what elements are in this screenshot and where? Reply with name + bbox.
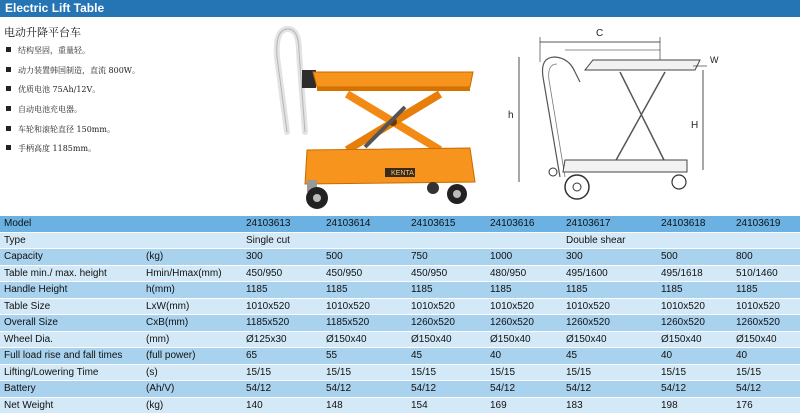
row-label: Table min./ max. height	[0, 265, 146, 282]
row-label: Model	[0, 216, 146, 233]
dim-H-label: H	[691, 120, 698, 131]
table-cell: 176	[736, 397, 800, 413]
table-cell: 300	[566, 249, 661, 266]
table-cell: 140	[246, 397, 326, 413]
table-row	[0, 249, 800, 266]
table-cell: 15/15	[490, 364, 566, 381]
row-label: Wheel Dia.	[0, 331, 146, 348]
table-cell: Ø150x40	[490, 331, 566, 348]
row-label: Net Weight	[0, 397, 146, 413]
spec-table	[0, 215, 800, 413]
table-cell: 450/950	[411, 265, 490, 282]
table-cell: Ø150x40	[566, 331, 661, 348]
dim-c-label: C	[596, 28, 603, 39]
table-cell: 198	[661, 397, 736, 413]
table-cell: 500	[661, 249, 736, 266]
table-cell: 24103616	[490, 216, 566, 233]
table-row	[0, 232, 800, 249]
table-cell: 1010x520	[736, 298, 800, 315]
table-cell: Ø150x40	[411, 331, 490, 348]
table-cell: 1185	[326, 282, 411, 299]
table-cell: 300	[246, 249, 326, 266]
row-unit: (Ah/V)	[146, 381, 246, 398]
bullet-icon	[6, 145, 11, 150]
table-cell: 1185x520	[246, 315, 326, 332]
bullet-icon	[6, 67, 11, 72]
row-label: Full load rise and fall times	[0, 348, 146, 365]
table-row	[0, 265, 800, 282]
table-row	[0, 331, 800, 348]
table-cell: 1010x520	[411, 298, 490, 315]
table-cell: 15/15	[736, 364, 800, 381]
table-cell: 750	[411, 249, 490, 266]
table-cell: 40	[490, 348, 566, 365]
table-cell: 45	[411, 348, 490, 365]
table-cell: 15/15	[411, 364, 490, 381]
dimension-drawing	[505, 22, 740, 212]
table-cell: Ø125x30	[246, 331, 326, 348]
row-unit: Hmin/Hmax(mm)	[146, 265, 246, 282]
table-cell: 54/12	[246, 381, 326, 398]
table-cell: 154	[411, 397, 490, 413]
row-unit: LxW(mm)	[146, 298, 246, 315]
title-bar	[0, 0, 800, 17]
table-cell: 24103615	[411, 216, 490, 233]
feature-list	[6, 45, 140, 163]
table-cell: 24103619	[736, 216, 800, 233]
table-cell: 1185x520	[326, 315, 411, 332]
product-heading: 电动升降平台车	[4, 24, 81, 40]
table-cell: 169	[490, 397, 566, 413]
table-cell: 15/15	[661, 364, 736, 381]
bullet-icon	[6, 126, 11, 131]
row-unit: CxB(mm)	[146, 315, 246, 332]
table-row	[0, 282, 800, 299]
table-cell: Ø150x40	[326, 331, 411, 348]
dim-w-label: W	[710, 55, 719, 65]
table-cell: 54/12	[490, 381, 566, 398]
table-cell: 450/950	[246, 265, 326, 282]
table-cell: 1260x520	[490, 315, 566, 332]
table-cell: 24103617	[566, 216, 661, 233]
feature-item: 手柄高度 1185mm。	[6, 143, 140, 163]
table-cell	[490, 232, 566, 249]
table-cell: 45	[566, 348, 661, 365]
spec-table-body	[0, 216, 800, 413]
feature-item: 自动电池充电器。	[6, 104, 140, 124]
table-cell: 54/12	[411, 381, 490, 398]
table-cell: 183	[566, 397, 661, 413]
table-cell: 1260x520	[661, 315, 736, 332]
table-cell: 1185	[661, 282, 736, 299]
table-cell: 1260x520	[736, 315, 800, 332]
table-cell: 54/12	[661, 381, 736, 398]
feature-item: 动力装置韩国制造，直流 800W。	[6, 65, 140, 85]
table-cell: Ø150x40	[661, 331, 736, 348]
row-unit: (full power)	[146, 348, 246, 365]
table-cell: 65	[246, 348, 326, 365]
table-cell	[411, 232, 490, 249]
row-unit: (s)	[146, 364, 246, 381]
table-cell: 1010x520	[246, 298, 326, 315]
lift-table-photo	[265, 22, 480, 212]
table-cell: Double shear	[566, 232, 661, 249]
row-label: Battery	[0, 381, 146, 398]
table-cell: 54/12	[736, 381, 800, 398]
table-cell: 495/1600	[566, 265, 661, 282]
table-cell: 15/15	[566, 364, 661, 381]
table-cell: 1010x520	[326, 298, 411, 315]
row-label: Handle Height	[0, 282, 146, 299]
table-cell: 450/950	[326, 265, 411, 282]
table-cell: Single cut	[246, 232, 326, 249]
table-cell: 1185	[490, 282, 566, 299]
table-cell: 1260x520	[566, 315, 661, 332]
row-label: Table Size	[0, 298, 146, 315]
table-cell: 148	[326, 397, 411, 413]
table-row	[0, 348, 800, 365]
row-label: Lifting/Lowering Time	[0, 364, 146, 381]
dim-h-label: h	[508, 110, 514, 121]
bullet-icon	[6, 86, 11, 91]
table-row	[0, 364, 800, 381]
table-cell: 1185	[411, 282, 490, 299]
table-cell: 40	[736, 348, 800, 365]
row-unit: (kg)	[146, 249, 246, 266]
table-cell: 1010x520	[490, 298, 566, 315]
table-row	[0, 381, 800, 398]
table-cell: 495/1618	[661, 265, 736, 282]
table-cell	[326, 232, 411, 249]
table-cell: 24103613	[246, 216, 326, 233]
table-cell: 15/15	[246, 364, 326, 381]
table-row	[0, 298, 800, 315]
feature-item: 优质电池 75Ah/12V。	[6, 84, 140, 104]
table-row	[0, 397, 800, 413]
row-unit: h(mm)	[146, 282, 246, 299]
row-label: Overall Size	[0, 315, 146, 332]
table-cell: 1185	[246, 282, 326, 299]
table-cell: 800	[736, 249, 800, 266]
row-label: Type	[0, 232, 146, 249]
brand-label: KENTA	[391, 170, 414, 177]
table-cell: 15/15	[326, 364, 411, 381]
table-cell: 480/950	[490, 265, 566, 282]
table-cell: 1185	[736, 282, 800, 299]
table-cell: 1010x520	[566, 298, 661, 315]
bullet-icon	[6, 47, 11, 52]
row-unit	[146, 216, 246, 233]
bullet-icon	[6, 106, 11, 111]
table-cell: Ø150x40	[736, 331, 800, 348]
table-cell: 54/12	[566, 381, 661, 398]
table-cell	[736, 232, 800, 249]
table-cell: 55	[326, 348, 411, 365]
row-label: Capacity	[0, 249, 146, 266]
table-cell: 1000	[490, 249, 566, 266]
table-cell: 500	[326, 249, 411, 266]
row-unit: (kg)	[146, 397, 246, 413]
table-cell	[661, 232, 736, 249]
table-cell: 40	[661, 348, 736, 365]
table-cell: 1260x520	[411, 315, 490, 332]
feature-item: 车轮和滚轮直径 150mm。	[6, 124, 140, 144]
table-cell: 54/12	[326, 381, 411, 398]
feature-item: 结构坚固，重量轻。	[6, 45, 140, 65]
row-unit	[146, 232, 246, 249]
table-header-row	[0, 216, 800, 233]
row-unit: (mm)	[146, 331, 246, 348]
table-cell: 1010x520	[661, 298, 736, 315]
page-title: Electric Lift Table	[5, 1, 104, 16]
table-cell: 1185	[566, 282, 661, 299]
table-row	[0, 315, 800, 332]
table-cell: 24103614	[326, 216, 411, 233]
table-cell: 24103618	[661, 216, 736, 233]
table-cell: 510/1460	[736, 265, 800, 282]
